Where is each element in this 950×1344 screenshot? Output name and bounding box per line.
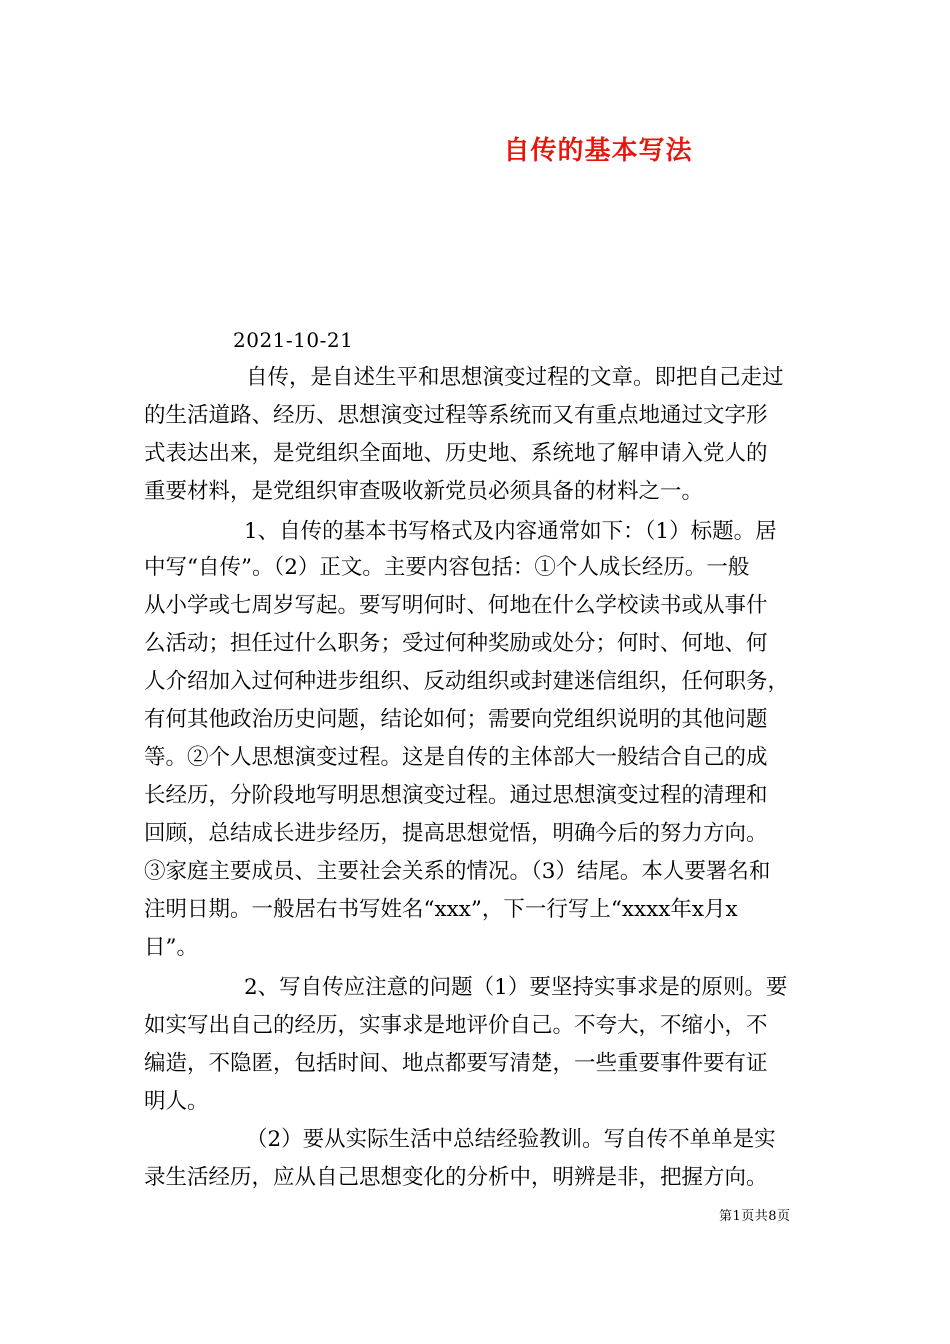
body-line: 录生活经历，应从自己思想变化的分析中，明辨是非，把握方向。 bbox=[144, 1165, 768, 1190]
body-line: 等。②个人思想演变过程。这是自传的主体部大一般结合自己的成 bbox=[144, 745, 768, 770]
body-line: 中写“自传”。（2）正文。主要内容包括：①个人成长经历。一般 bbox=[144, 555, 750, 580]
body-line: 注明日期。一般居右书写姓名“xxx”，下一行写上“xxxx年x月x bbox=[144, 897, 738, 922]
page-number: 第1页共8页 bbox=[719, 1209, 791, 1224]
document-date: 2021-10-21 bbox=[233, 328, 354, 352]
body-line: 重要材料，是党组织审查吸收新党员必须具备的材料之一。 bbox=[144, 479, 704, 504]
body-line: 式表达出来，是党组织全面地、历史地、系统地了解申请入党人的 bbox=[144, 441, 768, 466]
body-line: （2）要从实际生活中总结经验教训。写自传不单单是实 bbox=[246, 1127, 776, 1152]
body-line: 的生活道路、经历、思想演变过程等系统而又有重点地通过文字形 bbox=[144, 403, 768, 428]
body-line: 2、写自传应注意的问题（1）要坚持实事求是的原则。要 bbox=[244, 975, 788, 1000]
body-line: 长经历，分阶段地写明思想演变过程。通过思想演变过程的清理和 bbox=[144, 783, 768, 808]
body-line: 从小学或七周岁写起。要写明何时、何地在什么学校读书或从事什 bbox=[144, 593, 768, 618]
body-line: ③家庭主要成员、主要社会关系的情况。（3）结尾。本人要署名和 bbox=[144, 859, 771, 884]
body-line: 自传，是自述生平和思想演变过程的文章。即把自己走过 bbox=[246, 365, 784, 390]
body-line: 如实写出自己的经历，实事求是地评价自己。不夸大，不缩小，不 bbox=[144, 1013, 768, 1038]
body-line: 有何其他政治历史问题，结论如何；需要向党组织说明的其他问题 bbox=[144, 707, 768, 732]
body-line: 明人。 bbox=[144, 1089, 209, 1114]
body-line: 回顾，总结成长进步经历，提高思想觉悟，明确今后的努力方向。 bbox=[144, 821, 768, 846]
body-line: 1、自传的基本书写格式及内容通常如下：（1）标题。居 bbox=[244, 519, 777, 544]
body-line: 日”。 bbox=[144, 935, 198, 960]
document-title: 自传的基本写法 bbox=[503, 136, 693, 166]
body-line: 人介绍加入过何种进步组织、反动组织或封建迷信组织，任何职务， bbox=[144, 669, 790, 694]
body-line: 编造，不隐匿，包括时间、地点都要写清楚，一些重要事件要有证 bbox=[144, 1051, 768, 1076]
body-line: 么活动；担任过什么职务；受过何种奖励或处分；何时、何地、何 bbox=[144, 631, 768, 656]
